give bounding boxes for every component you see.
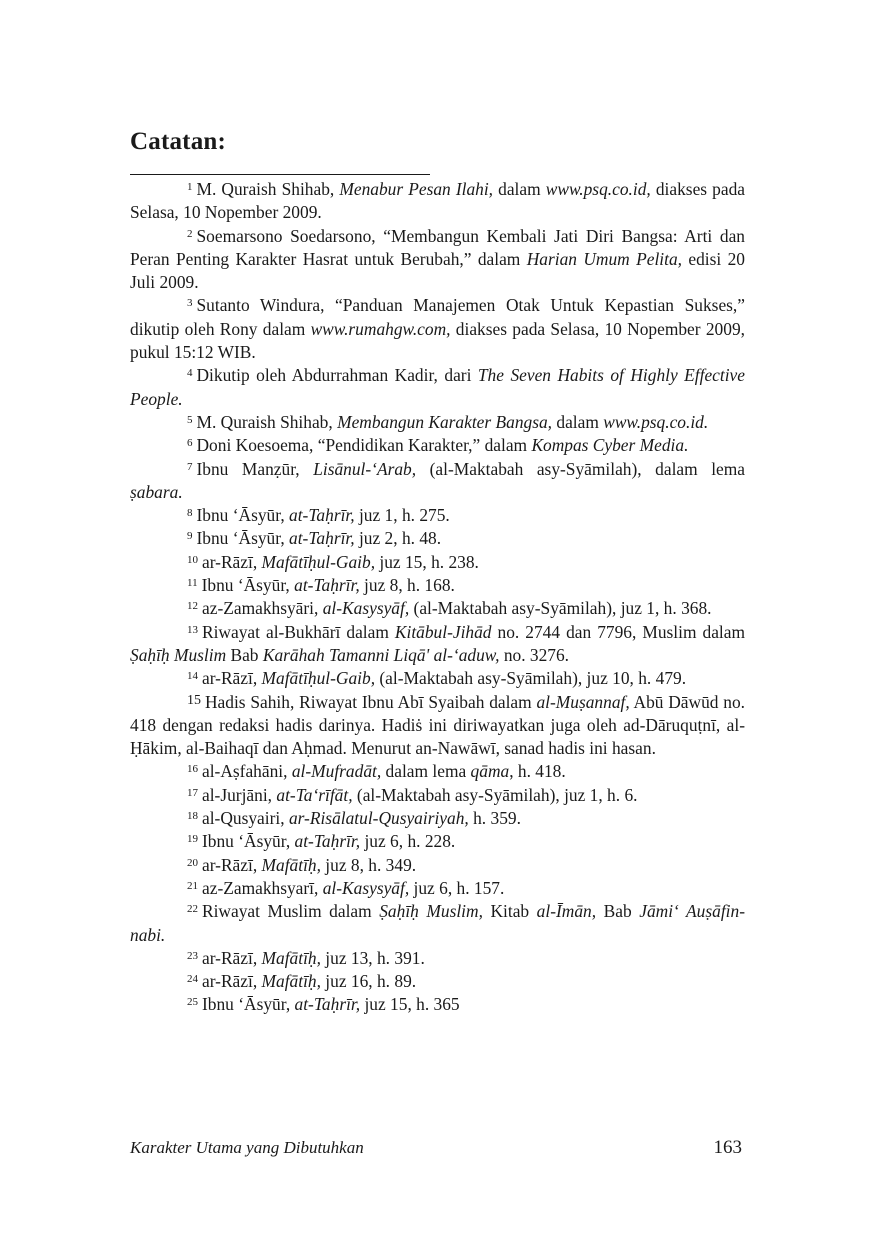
footnote-16 <box>130 760 745 783</box>
footnote-12 <box>130 597 745 620</box>
footnote-text: h. 359. <box>468 808 521 829</box>
footnote-text: Bab <box>596 901 640 922</box>
footnote-number: 17 <box>187 786 198 799</box>
footnote-text: Dikutip oleh Abdurrahman Kadir, dari <box>196 365 478 386</box>
footnote-text: Kitab <box>482 901 537 922</box>
footnote-italic-text: Mafātīḥ, <box>261 854 321 875</box>
footnote-14 <box>130 667 745 690</box>
footnote-text: juz 6, h. 157. <box>409 877 505 898</box>
footnote-25 <box>130 993 745 1016</box>
footnote-4 <box>130 364 745 411</box>
footnote-italic-text: at-Taḥrīr, <box>289 528 355 549</box>
footnote-separator-line <box>130 174 430 175</box>
footnote-24 <box>130 970 745 993</box>
footnote-3 <box>130 294 745 364</box>
footnote-number: 10 <box>187 553 198 566</box>
footnote-2 <box>130 225 745 295</box>
footnote-text: al-Aṣfahāni, <box>202 761 292 782</box>
footnote-text: Hadis Sahih, Riwayat Ibnu Abī Syaibah dalam <box>205 691 537 712</box>
footnote-9 <box>130 527 745 550</box>
footnote-text: ar-Rāzī, <box>202 947 262 968</box>
footnote-italic-text: qāma <box>470 761 510 782</box>
footnote-number: 9 <box>187 530 193 543</box>
footnote-5 <box>130 411 745 434</box>
footnote-italic-text: Menabur Pesan Ilahi, <box>339 179 494 199</box>
footnote-text: (al-Maktabah asy-Syāmilah), dalam lema <box>416 458 745 479</box>
footnote-text: (al-Maktabah asy-Syāmilah), juz 1, h. 368. <box>409 598 712 619</box>
footnote-number: 11 <box>187 577 198 590</box>
footnote-text: Soemarsono Soedarsono, “Membangun Kembali Jati Diri Bangsa: Arti dan Peran Penting Karakter Hasrat untuk Berubah,” dalam <box>130 225 745 269</box>
footnote-italic-text: Jāmi‘ Auṣāfin-nabi. <box>130 901 745 945</box>
footnote-text: Ibnu ‘Āsyūr, <box>202 831 295 852</box>
footnote-text: ar-Rāzī, <box>202 854 262 875</box>
footnote-text: diakses pada Selasa, 10 Nopember 2009. <box>130 179 745 223</box>
footnote-text: ar-Rāzī, <box>202 971 262 992</box>
footnote-italic-text: Lisānul-‘Arab, <box>313 458 417 479</box>
footnote-22 <box>130 900 745 947</box>
footnote-number: 25 <box>187 996 198 1009</box>
footnote-number: 24 <box>187 973 198 986</box>
footnote-italic-text: Kitābul-Jihād <box>394 621 492 642</box>
footnote-italic-text: www.psq.co.id, <box>545 179 651 199</box>
footnote-text: (al-Maktabah asy-Syāmilah), juz 10, h. 479. <box>375 668 687 689</box>
footnote-21 <box>130 877 745 900</box>
footnote-text: Riwayat Muslim dalam <box>202 901 380 922</box>
footnote-text: edisi 20 Juli 2009. <box>130 248 745 293</box>
footnote-italic-text: Karāhah Tamanni Liqā' al-‘aduw, <box>262 644 500 665</box>
footnote-italic-text: at-Taḥrīr, <box>294 575 360 596</box>
footnote-italic-text: al-Kasysyāf, <box>322 598 410 619</box>
footnote-text: Ibnu ‘Āsyūr, <box>201 575 295 596</box>
footnote-text: (al-Maktabah asy-Syāmilah), juz 1, h. 6. <box>352 784 638 805</box>
footnote-text: , h. 418. <box>509 761 566 782</box>
footnote-number: 15 <box>187 692 201 708</box>
footnote-1 <box>130 178 745 225</box>
footnote-number: 4 <box>187 367 193 380</box>
footnote-italic-text: Mafātīḥ, <box>261 947 321 968</box>
footnote-number: 7 <box>187 460 193 473</box>
footnote-number: 20 <box>187 856 198 869</box>
footnote-7 <box>130 458 745 505</box>
footnote-number: 13 <box>187 623 198 636</box>
footnote-18 <box>130 807 745 830</box>
footnote-17 <box>130 784 745 807</box>
footnote-text: Ibnu ‘Āsyūr, <box>196 505 290 526</box>
footnote-italic-text: Membangun Karakter Bangsa, <box>337 411 553 432</box>
footnote-text: juz 6, h. 228. <box>360 831 456 852</box>
footnote-text: al-Qusyairi, <box>202 808 289 829</box>
footnote-italic-text: al-Kasysyāf, <box>322 877 410 898</box>
footnote-text: Abū Dāwūd no. 418 dengan redaksi hadis darinya. Hadiṡ ini diriwayatkan juga oleh ad-Dāruquṭnī, al-Ḥākim, al-Baihaqī dan Aḥmad. Menurut an-Nawāwī, sanad hadis ini hasan. <box>130 691 745 759</box>
footnote-number: 5 <box>187 413 193 426</box>
footnote-13 <box>130 621 745 668</box>
footnote-text: Ibnu ‘Āsyūr, <box>196 528 290 549</box>
footnote-italic-text: www.rumahgw.com, <box>310 318 451 339</box>
footnote-italic-text: Mafātīḥ, <box>261 971 321 992</box>
footnote-italic-text: ar-Risālatul-Qusyairiyah, <box>288 808 469 829</box>
footnote-italic-text: ṣabara. <box>130 481 183 502</box>
footnote-text: juz 13, h. 391. <box>320 947 425 968</box>
footnote-text: Ibnu ‘Āsyūr, <box>202 994 295 1015</box>
footnote-text: dalam <box>552 411 604 432</box>
footnote-number: 18 <box>187 810 198 823</box>
footnote-italic-text: at-Taḥrīr, <box>289 505 355 526</box>
footnote-italic-text: Harian Umum Pelita, <box>526 248 682 269</box>
footnote-text: juz 15, h. 365 <box>360 994 460 1015</box>
footnote-text: Bab <box>226 644 263 665</box>
footnote-text: dalam <box>493 179 546 199</box>
footnote-number: 6 <box>187 437 193 450</box>
footnote-italic-text: Ṣaḥīḥ Muslim <box>130 644 227 665</box>
footnote-italic-text: Ṣaḥīḥ Muslim, <box>379 901 483 922</box>
footnote-text: Ibnu Manẓūr, <box>196 458 314 479</box>
footnote-number: 21 <box>187 879 198 892</box>
footnote-italic-text: Kompas Cyber Media. <box>531 435 689 456</box>
footnote-number: 23 <box>187 949 198 962</box>
footnote-italic-text: The Seven Habits of Highly Effective People. <box>130 365 745 409</box>
footnote-11 <box>130 574 745 597</box>
footnote-italic-text: al-Muṣannaf, <box>536 691 630 712</box>
footnote-italic-text: at-Taḥrīr, <box>294 831 361 852</box>
footnote-number: 19 <box>187 833 198 846</box>
footnote-italic-text: Mafātīḥul-Gaib, <box>261 551 376 572</box>
footnote-text: az-Zamakhsyarī, <box>202 877 323 898</box>
footnote-15 <box>130 691 745 761</box>
footnote-number: 12 <box>187 600 198 613</box>
footnote-text: Sutanto Windura, “Panduan Manajemen Otak Untuk Kepastian Sukses,” dikutip oleh Rony dalam <box>130 295 745 339</box>
footnote-6 <box>130 434 745 457</box>
page-number: 163 <box>713 1137 742 1158</box>
footnote-italic-text: www.psq.co.id. <box>603 411 709 432</box>
page-heading: Catatan: <box>130 128 227 155</box>
footnote-text: juz 2, h. 48. <box>354 528 442 549</box>
footnote-text: Riwayat al-Bukhārī dalam <box>202 621 395 642</box>
footnote-text: juz 8, h. 349. <box>320 854 417 875</box>
footnotes-list <box>130 178 745 1017</box>
footnote-text: dalam lema <box>381 761 471 782</box>
footnote-10 <box>130 551 745 574</box>
footnote-number: 1 <box>187 181 193 193</box>
footnote-text: no. 2744 dan 7796, Muslim dalam <box>491 621 746 642</box>
footnote-text: juz 8, h. 168. <box>359 575 455 596</box>
footnote-number: 2 <box>187 227 193 240</box>
footnote-text: M. Quraish Shihab, <box>196 179 340 199</box>
footnote-8 <box>130 504 745 527</box>
footnote-text: juz 15, h. 238. <box>375 551 479 572</box>
footnote-19 <box>130 830 745 853</box>
footnote-text: juz 1, h. 275. <box>354 505 450 526</box>
footnote-20 <box>130 854 745 877</box>
footnote-23 <box>130 947 745 970</box>
footnote-text: no. 3276. <box>499 644 570 665</box>
footnote-number: 16 <box>187 763 198 776</box>
footnote-number: 8 <box>187 507 193 520</box>
footnote-number: 22 <box>187 903 198 916</box>
footnote-italic-text: al-Īmān, <box>536 901 597 922</box>
footnote-italic-text: al-Mufradāt, <box>291 761 382 782</box>
footnote-text: al-Jurjāni, <box>202 784 277 805</box>
footnote-text: az-Zamakhsyāri, <box>202 598 323 619</box>
footnote-text: Doni Koesoema, “Pendidikan Karakter,” dalam <box>196 435 532 456</box>
footnote-text: ar-Rāzī, <box>202 551 262 572</box>
running-footer-title: Karakter Utama yang Dibutuhkan <box>130 1138 364 1157</box>
footnote-italic-text: at-Taḥrīr, <box>294 994 361 1015</box>
footnote-text: M. Quraish Shihab, <box>196 411 338 432</box>
footnote-text: diakses pada Selasa, 10 Nopember 2009, pukul 15:12 WIB. <box>130 318 745 363</box>
footnote-italic-text: at-Ta‘rīfāt, <box>276 784 353 805</box>
footnote-italic-text: Mafātīḥul-Gaib, <box>261 668 376 689</box>
footnote-text: ar-Rāzī, <box>202 668 262 689</box>
footnote-number: 3 <box>187 297 193 310</box>
footnote-text: juz 16, h. 89. <box>320 971 417 992</box>
footnote-number: 14 <box>187 670 198 683</box>
